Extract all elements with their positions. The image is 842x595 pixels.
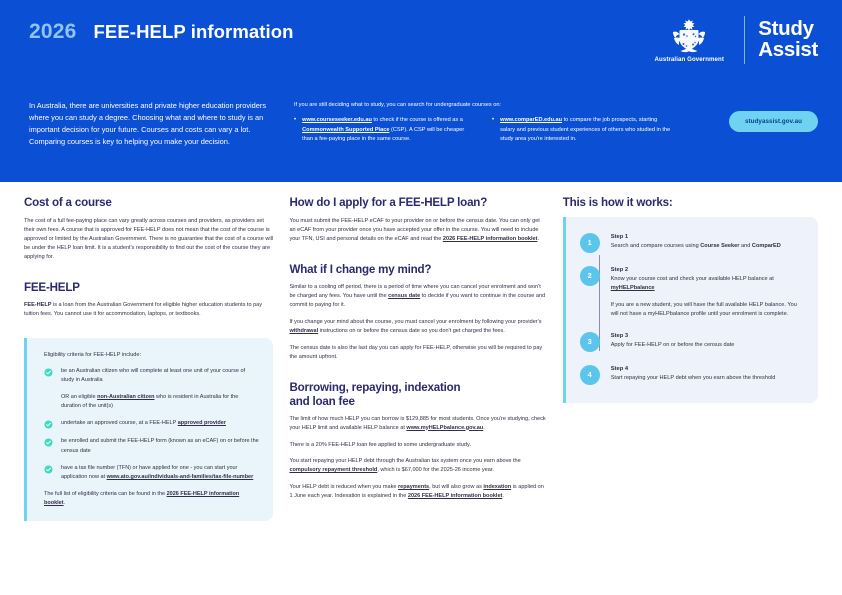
list-item (44, 464, 259, 482)
apply-text-1: You must submit the FEE-HELP eCAF to your provider on or before the census date. You can only get an eCAF from your provider once you have accepted your offer in the course. You will need to include your TFN, USI and personal details on the eCAF and read the (289, 217, 540, 242)
brand-line-1: Study (758, 17, 814, 41)
how-do-i-apply-body (289, 217, 546, 244)
bullet-dot-icon: • (492, 117, 495, 124)
step-number-badge: 2 (580, 266, 600, 286)
borrow-p4-a: Your HELP debt is reduced when you make (289, 484, 398, 491)
list-item (580, 332, 802, 352)
list-item (580, 365, 802, 385)
apply-booklet-link[interactable]: 2026 FEE-HELP information booklet (442, 235, 538, 242)
bullet-dot-icon: • (294, 117, 297, 124)
change-my-mind-p2 (289, 318, 546, 336)
intro-paragraph: In Australia, there are universities and private higher education providers where you can study a degree. Choosing what and where to study is an important decision for your future. Courses and costs can vary a lot. Comparing courses is key to helping you make your decision. (29, 101, 267, 146)
footer-plain: The full list of eligibility criteria can be found in the (44, 490, 167, 497)
list-item (44, 437, 259, 455)
fee-help-body-text: is a loan from the Australian Government for eligible higher education students to pay tuition fees. You cannot use it for accommodation, laptops, or textbooks. (24, 302, 263, 318)
withdrawal-link[interactable]: withdrawal (289, 328, 319, 335)
census-date-link[interactable]: census date (388, 293, 421, 300)
bullet-text-1: to check if the course is offered as a (371, 117, 463, 124)
change-my-mind-p1 (289, 283, 546, 310)
mind-p1-a: Similar to a cooling off period, there is a period of time where you can cancel your enrolment and won't be charged any fees. You have until the (289, 284, 541, 300)
borrowing-heading-line2: and loan fee (289, 394, 355, 408)
change-my-mind-heading: What if I change my mind? (289, 262, 432, 276)
borrowing-p3 (289, 457, 546, 475)
check-circle-icon (44, 438, 53, 447)
list-item (580, 266, 802, 319)
brand-divider (744, 16, 745, 64)
borrowing-p1 (289, 415, 546, 433)
mind-p1-b: to decide if you want to continue in the course and commit to paying for it. (289, 293, 546, 309)
step-note: If you are a new student, you will have the full available HELP balance. You will not have a myHELPbalance profile until your enrolment is complete. (610, 301, 797, 317)
step-number-badge: 4 (580, 365, 600, 385)
item-plain: have a tax file number (TFN) or have applied for one - you can start your application now at (61, 464, 238, 480)
australian-government-crest (647, 18, 731, 63)
borrowing-heading (289, 381, 546, 408)
eligibility-item-text (61, 419, 226, 429)
how-it-works-heading: This is how it works: (562, 196, 673, 209)
approved-provider-link[interactable]: approved provider (177, 420, 226, 427)
step-text-b: and (739, 242, 752, 249)
bullet-text-1: to compare the job prospects, starting salary and previous student experiences of others who studied in the study area you're interested in. (500, 117, 671, 143)
step-text: Apply for FEE-HELP on or before the census date (610, 341, 735, 348)
repayment-threshold-link[interactable]: compulsory repayment threshold (289, 467, 378, 474)
eligibility-alternative-text (61, 393, 259, 411)
eligibility-item-text: be enrolled and submit the FEE-HELP form (known as an eCAF) on or before the census date (61, 438, 259, 454)
mind-p2-b: instructions on or before the census date so you don't get charged the fees. (318, 328, 505, 335)
header-top-bar (0, 0, 842, 84)
borrow-p1-b: . (483, 424, 485, 431)
myhelpbalance-link[interactable]: www.myHELPbalance.gov.au (406, 424, 484, 431)
list-item (580, 233, 802, 253)
item-plain: undertake an approved course, at a FEE-HELP (61, 420, 178, 427)
step-number-badge: 3 (580, 332, 600, 352)
studyassist-url-pill[interactable]: studyassist.gov.au (729, 111, 818, 132)
bullet-column-compared (492, 116, 672, 144)
study-assist-wordmark (758, 19, 818, 61)
cost-of-a-course-body: The cost of a full fee-paying place can vary greatly across courses and providers, as providers set their own fees. A course that is approved for FEE-HELP does not mean that the cost of the course is approved or limited by the Australian Government. There is no guarantee that the cost of a course will be under the HELP loan limit. It is a student's responsibility to find out the cost of the course they are applying for. (24, 217, 274, 260)
intro-column (24, 84, 282, 148)
step-label: Step 1 (610, 233, 629, 240)
ato-tfn-link[interactable]: www.ato.gov.au/individuals-and-families/tax-file-number (106, 473, 254, 480)
mind-p2-a: If you change your mind about the course, you must cancel your enrolment by following your provider's (289, 319, 542, 326)
courseseeker-link[interactable]: www.courseseeker.edu.au (302, 117, 372, 124)
course-seeker-link[interactable]: Course Seeker (700, 242, 740, 249)
bullet-content (500, 116, 672, 144)
compared-link[interactable]: ComparED (751, 242, 781, 249)
borrow-p4-b: , but will also grow as (429, 484, 484, 491)
step-text (611, 242, 781, 251)
or-suffix: who is resident in Australia for the duration of the unit(s) (61, 394, 239, 410)
bullet-content (302, 116, 474, 144)
borrow-p4-c: is applied on 1 June each year. Indexation is explained in the (289, 484, 544, 500)
eligibility-card (24, 338, 273, 521)
column-left (24, 196, 273, 521)
step-number-badge: 1 (580, 233, 600, 253)
non-australian-citizen-link[interactable]: non-Australian citizen (97, 394, 155, 401)
step-text-a: Know your course cost and check your available HELP balance at (610, 275, 774, 282)
bullet-column-course-seeker (294, 116, 474, 144)
footer-end: . (63, 499, 66, 506)
page-title (29, 20, 294, 44)
commonwealth-supported-place-link[interactable]: Commonwealth Supported Place (302, 126, 390, 133)
step-text: Start repaying your HELP debt when you earn above the threshold (610, 374, 776, 381)
brand-lockup (647, 16, 818, 64)
cost-of-a-course-heading: Cost of a course (24, 196, 112, 209)
compared-link[interactable]: www.comparED.edu.au (500, 117, 563, 124)
borrow-p3-a: You start repaying your HELP debt through the Australian tax system once you earn above the (289, 458, 521, 465)
title-text: FEE-HELP information (93, 21, 294, 42)
indexation-link[interactable]: indexation (483, 484, 512, 491)
bullets-lead-text: If you are still deciding what to study, you can search for undergraduate courses on: (294, 102, 501, 108)
how-do-i-apply-heading: How do I apply for a FEE-HELP loan? (289, 196, 488, 209)
fee-help-booklet-link[interactable]: 2026 FEE-HELP information booklet (44, 490, 240, 506)
step-text-a: Search and compare courses using (610, 242, 701, 249)
eligibility-item-text: be an Australian citizen who will complete at least one unit of your course of study in Australia (61, 368, 246, 384)
eligibility-footer (44, 490, 259, 508)
list-item (44, 419, 259, 429)
page-header (0, 0, 842, 182)
list-item (44, 367, 259, 385)
eligibility-title: Eligibility criteria for FEE-HELP include: (44, 352, 142, 359)
list-item (294, 116, 474, 144)
check-circle-icon (44, 465, 53, 474)
eligibility-item-text (61, 464, 259, 482)
main-content (0, 182, 842, 521)
fee-help-term: FEE-HELP (24, 302, 52, 309)
step-label: Step 3 (610, 332, 629, 339)
change-my-mind-p3: The census date is also the last day you can apply for FEE-HELP, otherwise you will be required to pay the amount upfront. (289, 345, 543, 361)
borrow-p3-b: , which is $67,000 for the 2025-26 income year. (377, 467, 494, 474)
fee-help-body (24, 301, 273, 319)
step-label: Step 4 (610, 365, 629, 372)
brand-line-2: Assist (758, 38, 818, 61)
crest-label: Australian Government (654, 55, 725, 63)
step-text (611, 275, 802, 293)
how-it-works-card (563, 217, 818, 403)
column-right (563, 196, 818, 521)
borrow-p4-d: . (502, 493, 504, 500)
list-item (492, 116, 672, 144)
borrowing-heading-line1: Borrowing, repaying, indexation (289, 381, 461, 395)
commonwealth-coat-of-arms-icon (666, 18, 712, 54)
column-middle (289, 196, 546, 521)
borrowing-p4 (289, 483, 546, 501)
title-year: 2026 (29, 20, 77, 43)
borrow-p1-a: The limit of how much HELP you can borrow is $129,885 for most students. Once you're studying, check your HELP limit and available HELP balance at (289, 415, 546, 431)
borrowing-p2: There is a 20% FEE-HELP loan fee applied to some undergraduate study. (289, 441, 471, 448)
fee-help-heading: FEE-HELP (24, 280, 80, 294)
header-intro-area (0, 84, 842, 148)
repayments-link[interactable]: repayments (398, 484, 430, 491)
apply-text-2: . (537, 235, 539, 242)
check-circle-icon (44, 368, 53, 377)
myhelpbalance-link[interactable]: myHELPbalance (610, 284, 655, 291)
check-circle-icon (44, 420, 53, 429)
borrowing-booklet-link[interactable]: 2026 FEE-HELP information booklet (407, 493, 503, 500)
step-label: Step 2 (610, 266, 629, 273)
bullet-text-2: (CSP). A CSP will be cheaper than a fee-paying place in the same course. (302, 126, 465, 143)
or-prefix: OR an eligible (61, 394, 98, 401)
